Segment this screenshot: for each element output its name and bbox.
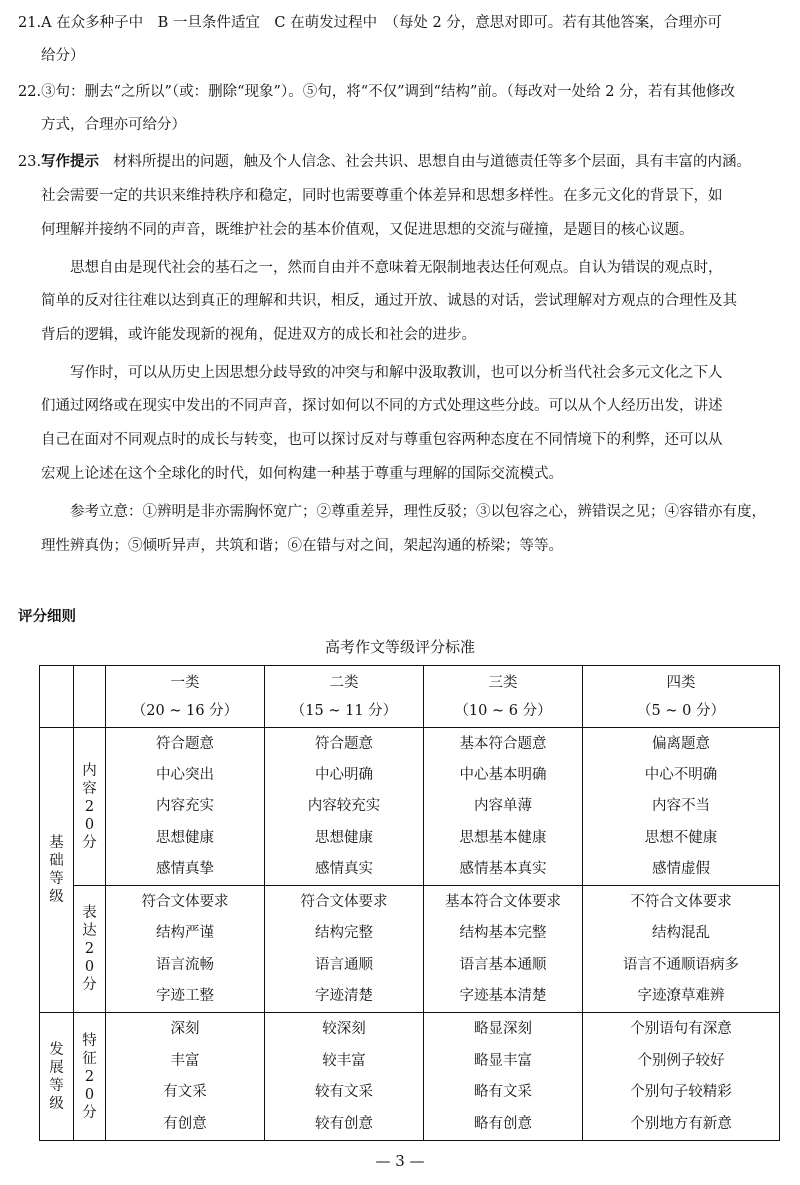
header-blank-1: [40, 666, 74, 728]
cell-text: 基本符合题意: [459, 735, 547, 752]
section-title: 评分细则: [18, 609, 76, 625]
q21-number: 21.: [18, 15, 42, 31]
cell-expression-2: [265, 886, 424, 1013]
cell-text: （20 ~ 16 分）: [131, 702, 239, 719]
group-basic: [40, 728, 74, 1013]
cell-text: （5 ~ 0 分）: [637, 702, 725, 719]
q21-line1: [18, 13, 722, 33]
cell-text: 感情虚假: [652, 861, 710, 878]
cell-text: 思想不健康: [644, 829, 718, 846]
grading-table: [39, 665, 780, 1141]
cell-text: 基本符合文体要求: [445, 893, 561, 910]
cell-text: 感情真挚: [156, 861, 214, 878]
cell-text: 个别语句有深意: [630, 1020, 732, 1037]
q22-line1: [18, 82, 735, 102]
cell-text: （10 ~ 6 分）: [454, 702, 552, 719]
cell-text: 个别地方有新意: [630, 1116, 732, 1133]
table-header-row: [40, 666, 780, 728]
cell-text: 个别句子较精彩: [630, 1084, 732, 1101]
q23-p3-line1: 写作时，可以从历史上因思想分歧导致的冲突与和解中汲取教训，也可以分析当代社会多元文化之下人: [70, 365, 723, 381]
cell-text: 四类: [666, 674, 696, 691]
cell-text: 丰富: [170, 1052, 200, 1069]
cell-text: 中心明确: [315, 767, 373, 784]
cell-text: 字迹潦草难辨: [637, 988, 725, 1005]
q23-line1: [18, 152, 751, 172]
cell-expression-3: [424, 886, 583, 1013]
cell-text: 不符合文体要求: [630, 893, 732, 910]
q22-line2: 方式，合理亦可给分）: [41, 117, 186, 133]
cell-text: 较有创意: [315, 1116, 373, 1133]
cell-text: 符合题意: [156, 735, 214, 752]
cell-text: 结构严谨: [156, 925, 214, 942]
header-class-3: [424, 666, 583, 728]
cell-text: 二类: [329, 674, 359, 691]
row-label-content: [74, 728, 106, 886]
cell-text: 一类: [170, 674, 200, 691]
q23-p2-line1: 思想自由是现代社会的基石之一，然而自由并不意味着无限制地表达任何观点。自认为错误的观点时，: [70, 260, 723, 276]
q21-text: A 在众多种子中 B 一旦条件适宜 C 在萌发过程中 （每处 2 分，意思对即可。若有其他答案，合理亦可: [41, 15, 722, 31]
q22-text: ③句：删去“之所以”（或：删除“现象”）。⑤句，将“不仅”调到“结构”前。（每改对一处给 2 分，若有其他修改: [41, 84, 736, 100]
cell-content-4: [583, 728, 780, 886]
header-class-2: [265, 666, 424, 728]
q23-p1-line2: 社会需要一定的共识来维持秩序和稳定，同时也需要尊重个体差异和思想多样性。在多元文化的背景下，如: [41, 188, 723, 204]
cell-text: 较丰富: [322, 1052, 366, 1069]
cell-text: 符合文体要求: [141, 893, 229, 910]
cell-content-1: [106, 728, 265, 886]
cell-expression-1: [106, 886, 265, 1013]
cell-text: 字迹工整: [156, 988, 214, 1005]
cell-text: 内容较充实: [307, 798, 381, 815]
cell-text: 结构基本完整: [459, 925, 547, 942]
cell-text: 中心不明确: [644, 767, 718, 784]
cell-features-4: [583, 1013, 780, 1141]
header-class-4: [583, 666, 780, 728]
cell-text: 有创意: [163, 1116, 207, 1133]
cell-text: 较深刻: [322, 1020, 366, 1037]
cell-text: 深刻: [170, 1020, 200, 1037]
q23-p3-line3: 自己在面对不同观点时的成长与转变，也可以探讨反对与尊重包容两种态度在不同情境下的利弊，还可以从: [41, 432, 723, 448]
cell-text: 中心突出: [156, 767, 214, 784]
cell-text: 思想健康: [315, 829, 373, 846]
q23-p3-line4: 宏观上论述在这个全球化的时代，如何构建一种基于尊重与理解的国际交流模式。: [41, 466, 563, 482]
q21-line2: 给分）: [41, 48, 85, 64]
cell-text: 符合文体要求: [300, 893, 388, 910]
cell-features-2: [265, 1013, 424, 1141]
cell-features-1: [106, 1013, 265, 1141]
cell-text: 内容不当: [652, 798, 710, 815]
q23-p3-line2: 们通过网络或在现实中发出的不同声音，探讨如何以不同的方式处理这些分歧。可以从个人经历出发，讲述: [41, 398, 723, 414]
q23-p1-line3: 何理解并接纳不同的声音，既维护社会的基本价值观，又促进思想的交流与碰撞，是题目的核心议题。: [41, 222, 694, 238]
row-features: [40, 1013, 780, 1141]
cell-text: 字迹清楚: [315, 988, 373, 1005]
q23-p2-line2: 简单的反对往往难以达到真正的理解和共识，相反，通过开放、诚恳的对话，尝试理解对方观点的合理性及其: [41, 293, 737, 309]
cell-content-3: [424, 728, 583, 886]
page-number: — 3 —: [375, 1152, 425, 1170]
cell-text: 符合题意: [315, 735, 373, 752]
cell-text: 个别例子较好: [637, 1052, 725, 1069]
cell-text: 中心基本明确: [459, 767, 547, 784]
q23-p2-line3: 背后的逻辑，或许能发现新的视角，促进双方的成长和社会的进步。: [41, 327, 476, 343]
vertical-label: 发展等级: [49, 1041, 64, 1112]
cell-text: 语言通顺: [315, 956, 373, 973]
cell-text: 结构完整: [315, 925, 373, 942]
q23-p4-line2: 理性辨真伪；⑤倾听异声，共筑和谐；⑥在错与对之间，架起沟通的桥梁；等等。: [41, 538, 563, 554]
vertical-label: 特征20分: [82, 1032, 97, 1121]
cell-text: 三类: [488, 674, 518, 691]
cell-expression-4: [583, 886, 780, 1013]
cell-text: 略显丰富: [474, 1052, 532, 1069]
cell-text: 略有创意: [474, 1116, 532, 1133]
cell-text: 语言基本通顺: [459, 956, 547, 973]
row-content: [40, 728, 780, 886]
cell-text: 字迹基本清楚: [459, 988, 547, 1005]
cell-text: 偏离题意: [652, 735, 710, 752]
cell-text: 结构混乱: [652, 925, 710, 942]
q23-number: 23.: [18, 154, 42, 170]
cell-text: 较有文采: [315, 1084, 373, 1101]
group-develop: [40, 1013, 74, 1141]
row-expression: [40, 886, 780, 1013]
q23-label: 写作提示: [41, 154, 100, 170]
vertical-label: 基础等级: [49, 835, 64, 905]
cell-text: 略有文采: [474, 1084, 532, 1101]
q22-number: 22.: [18, 84, 42, 100]
cell-text: 语言流畅: [156, 956, 214, 973]
cell-text: 感情基本真实: [459, 861, 547, 878]
cell-text: 略显深刻: [474, 1020, 532, 1037]
header-class-1: [106, 666, 265, 728]
row-label-features: [74, 1013, 106, 1141]
cell-content-2: [265, 728, 424, 886]
cell-text: 内容单薄: [474, 798, 532, 815]
cell-text: （15 ~ 11 分）: [290, 702, 398, 719]
row-label-expression: [74, 886, 106, 1013]
cell-text: 思想基本健康: [459, 829, 547, 846]
cell-text: 内容充实: [156, 798, 214, 815]
table-title: 高考作文等级评分标准: [324, 638, 475, 656]
cell-features-3: [424, 1013, 583, 1141]
cell-text: 感情真实: [315, 861, 373, 878]
cell-text: 语言不通顺语病多: [623, 956, 739, 973]
vertical-label: 表达20分: [82, 905, 97, 993]
cell-text: 有文采: [163, 1084, 207, 1101]
q23-p1-line1: 材料所提出的问题，触及个人信念、社会共识、思想自由与道德责任等多个层面，具有丰富的内涵。: [113, 154, 752, 170]
header-blank-2: [74, 666, 106, 728]
q23-p4-line1: 参考立意：①辨明是非亦需胸怀宽广；②尊重差异，理性反驳；③以包容之心，辨错误之见；④容错亦有度，: [70, 504, 766, 520]
vertical-label: 内容20分: [82, 762, 97, 851]
cell-text: 思想健康: [156, 829, 214, 846]
